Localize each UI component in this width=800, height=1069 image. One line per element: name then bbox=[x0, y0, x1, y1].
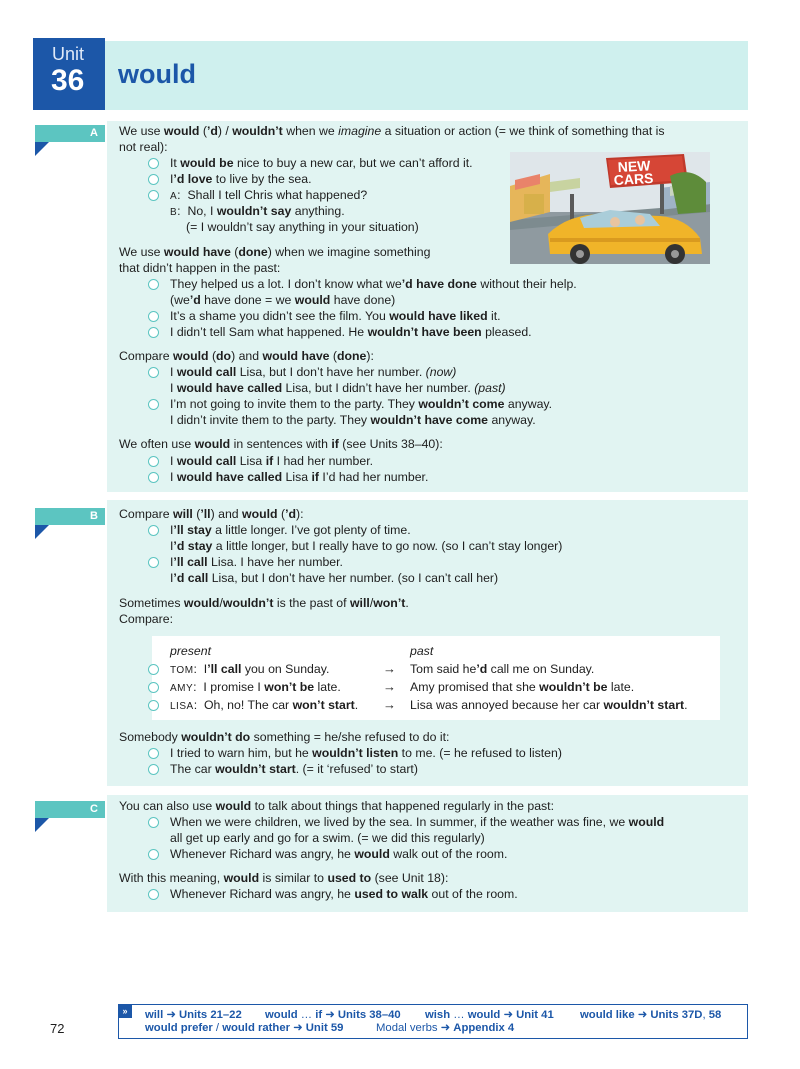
a-example-8: I’m not going to invite them to the party. They wouldn’t come anyway. bbox=[170, 397, 553, 411]
compare-row-present: TOM: I’ll call you on Sunday. bbox=[170, 662, 330, 676]
b-example-1: I’ll stay a little longer. I’ve got plenty of time. bbox=[170, 523, 411, 537]
b-example-2: I’ll call Lisa. I have her number. bbox=[170, 555, 343, 569]
a-example-5: It’s a shame you didn’t see the film. You would have liked it. bbox=[170, 309, 501, 323]
bullet-circle-icon bbox=[148, 279, 159, 290]
bullet-circle-icon bbox=[148, 817, 159, 828]
b-para2-line1: Sometimes would/wouldn’t is the past of will/won’t. bbox=[119, 596, 409, 610]
arrow-right-icon: → bbox=[383, 679, 396, 694]
a-intro-line1: We use would (’d) / wouldn’t when we imagine a situation or action (= we think of something that is bbox=[119, 124, 665, 138]
cross-reference-icon: » bbox=[118, 1004, 132, 1018]
section-c-label: C bbox=[35, 801, 105, 818]
b-para2-line2: Compare: bbox=[119, 612, 173, 626]
a-example-6: I didn’t tell Sam what happened. He wouldn’t have been pleased. bbox=[170, 325, 532, 339]
compare-row-present: LISA: Oh, no! The car won’t start. bbox=[170, 698, 359, 712]
xref-would-prefer[interactable]: would prefer / would rather ➜ Unit 59 bbox=[145, 1022, 344, 1034]
section-b-marker bbox=[35, 525, 49, 539]
unit-number: 36 bbox=[51, 64, 85, 97]
bullet-circle-icon bbox=[148, 682, 159, 693]
compare-row-past: Lisa was annoyed because her car wouldn’t start. bbox=[410, 698, 688, 712]
a-para3: Compare would (do) and would have (done): bbox=[119, 349, 374, 363]
section-a-marker bbox=[35, 142, 49, 156]
a-para2-line2: that didn’t happen in the past: bbox=[119, 261, 281, 275]
xref-would-if[interactable]: would … if ➜ Units 38–40 bbox=[265, 1009, 401, 1021]
section-b-label: B bbox=[35, 508, 105, 525]
a-example-7b: I would have called Lisa, but I didn’t have her number. (past) bbox=[170, 381, 506, 395]
a-example-4: They helped us a lot. I don’t know what we’d have done without their help. bbox=[170, 277, 577, 291]
a-example-3a: A: Shall I tell Chris what happened? bbox=[170, 188, 368, 202]
bullet-circle-icon bbox=[148, 472, 159, 483]
a-example-10: I would have called Lisa if I’d had her number. bbox=[170, 470, 429, 484]
bullet-circle-icon bbox=[148, 849, 159, 860]
arrow-right-icon: → bbox=[383, 661, 396, 676]
a-example-9: I would call Lisa if I had her number. bbox=[170, 454, 374, 468]
c-example-3: Whenever Richard was angry, he used to walk out of the room. bbox=[170, 887, 518, 901]
a-example-7: I would call Lisa, but I don’t have her number. (now) bbox=[170, 365, 457, 379]
b-intro: Compare will (’ll) and would (’d): bbox=[119, 507, 304, 521]
bullet-circle-icon bbox=[148, 158, 159, 169]
b-example-3: I tried to warn him, but he wouldn’t listen to me. (= he refused to listen) bbox=[170, 746, 562, 760]
b-example-4: The car wouldn’t start. (= it ‘refused’ to start) bbox=[170, 762, 418, 776]
arrow-right-icon: → bbox=[383, 697, 396, 712]
c-intro: You can also use would to talk about things that happened regularly in the past: bbox=[119, 799, 555, 813]
bullet-circle-icon bbox=[148, 190, 159, 201]
bullet-circle-icon bbox=[148, 525, 159, 536]
bullet-circle-icon bbox=[148, 327, 159, 338]
a-intro-line2: not real): bbox=[119, 140, 168, 154]
bullet-circle-icon bbox=[148, 748, 159, 759]
a-example-3b: B: No, I wouldn’t say anything. bbox=[170, 204, 345, 218]
sign-text-cars: CARS bbox=[613, 169, 654, 188]
bullet-circle-icon bbox=[148, 764, 159, 775]
bullet-circle-icon bbox=[148, 311, 159, 322]
page-title: would bbox=[118, 59, 196, 89]
c-example-1b: all get up early and go for a swim. (= we did this regularly) bbox=[170, 831, 485, 845]
a-para2-line1: We use would have (done) when we imagine something bbox=[119, 245, 431, 259]
c-example-2: Whenever Richard was angry, he would walk out of the room. bbox=[170, 847, 508, 861]
xref-modal-verbs[interactable]: Modal verbs ➜ Appendix 4 bbox=[376, 1022, 515, 1034]
compare-row-past: Tom said he’d call me on Sunday. bbox=[410, 662, 595, 676]
title-bar bbox=[105, 41, 748, 110]
b-example-2b: I’d call Lisa, but I don’t have her number. (so I can’t call her) bbox=[170, 571, 499, 585]
bullet-circle-icon bbox=[148, 889, 159, 900]
a-example-4b: (we’d have done = we would have done) bbox=[170, 293, 396, 307]
xref-will[interactable]: will ➜ Units 21–22 bbox=[145, 1009, 242, 1021]
xref-would-like[interactable]: would like ➜ Units 37D, 58 bbox=[580, 1009, 722, 1021]
section-c-marker bbox=[35, 818, 49, 832]
car-sign-image bbox=[510, 152, 710, 264]
page-number: 72 bbox=[50, 1021, 65, 1036]
col-header-past: past bbox=[410, 644, 434, 658]
a-example-3c: (= I wouldn’t say anything in your situation) bbox=[186, 220, 419, 234]
compare-row-past: Amy promised that she wouldn’t be late. bbox=[410, 680, 635, 694]
a-example-2: I’d love to live by the sea. bbox=[170, 172, 312, 186]
bullet-circle-icon bbox=[148, 399, 159, 410]
bullet-circle-icon bbox=[148, 456, 159, 467]
bullet-circle-icon bbox=[148, 367, 159, 378]
xref-wish-would[interactable]: wish … would ➜ Unit 41 bbox=[425, 1009, 554, 1021]
bullet-circle-icon bbox=[148, 557, 159, 568]
a-para4: We often use would in sentences with if (see Units 38–40): bbox=[119, 437, 443, 451]
unit-word: Unit bbox=[52, 44, 85, 64]
b-example-1b: I’d stay a little longer, but I really have to go now. (so I can’t stay longer) bbox=[170, 539, 563, 553]
compare-row-present: AMY: I promise I won’t be late. bbox=[170, 680, 341, 694]
a-example-8b: I didn’t invite them to the party. They wouldn’t have come anyway. bbox=[170, 413, 536, 427]
section-a-label: A bbox=[35, 125, 105, 142]
b-para3: Somebody wouldn’t do something = he/she refused to do it: bbox=[119, 730, 450, 744]
sign-text-new: NEW bbox=[617, 157, 651, 175]
bullet-circle-icon bbox=[148, 664, 159, 675]
a-example-1: It would be nice to buy a new car, but we can’t afford it. bbox=[170, 156, 473, 170]
new-cars-illustration bbox=[510, 152, 710, 264]
bullet-circle-icon bbox=[148, 174, 159, 185]
col-header-present: present bbox=[170, 644, 212, 658]
bullet-circle-icon bbox=[148, 700, 159, 711]
unit-badge bbox=[33, 38, 105, 110]
c-para2: With this meaning, would is similar to used to (see Unit 18): bbox=[119, 871, 449, 885]
c-example-1: When we were children, we lived by the sea. In summer, if the weather was fine, we would bbox=[170, 815, 665, 829]
